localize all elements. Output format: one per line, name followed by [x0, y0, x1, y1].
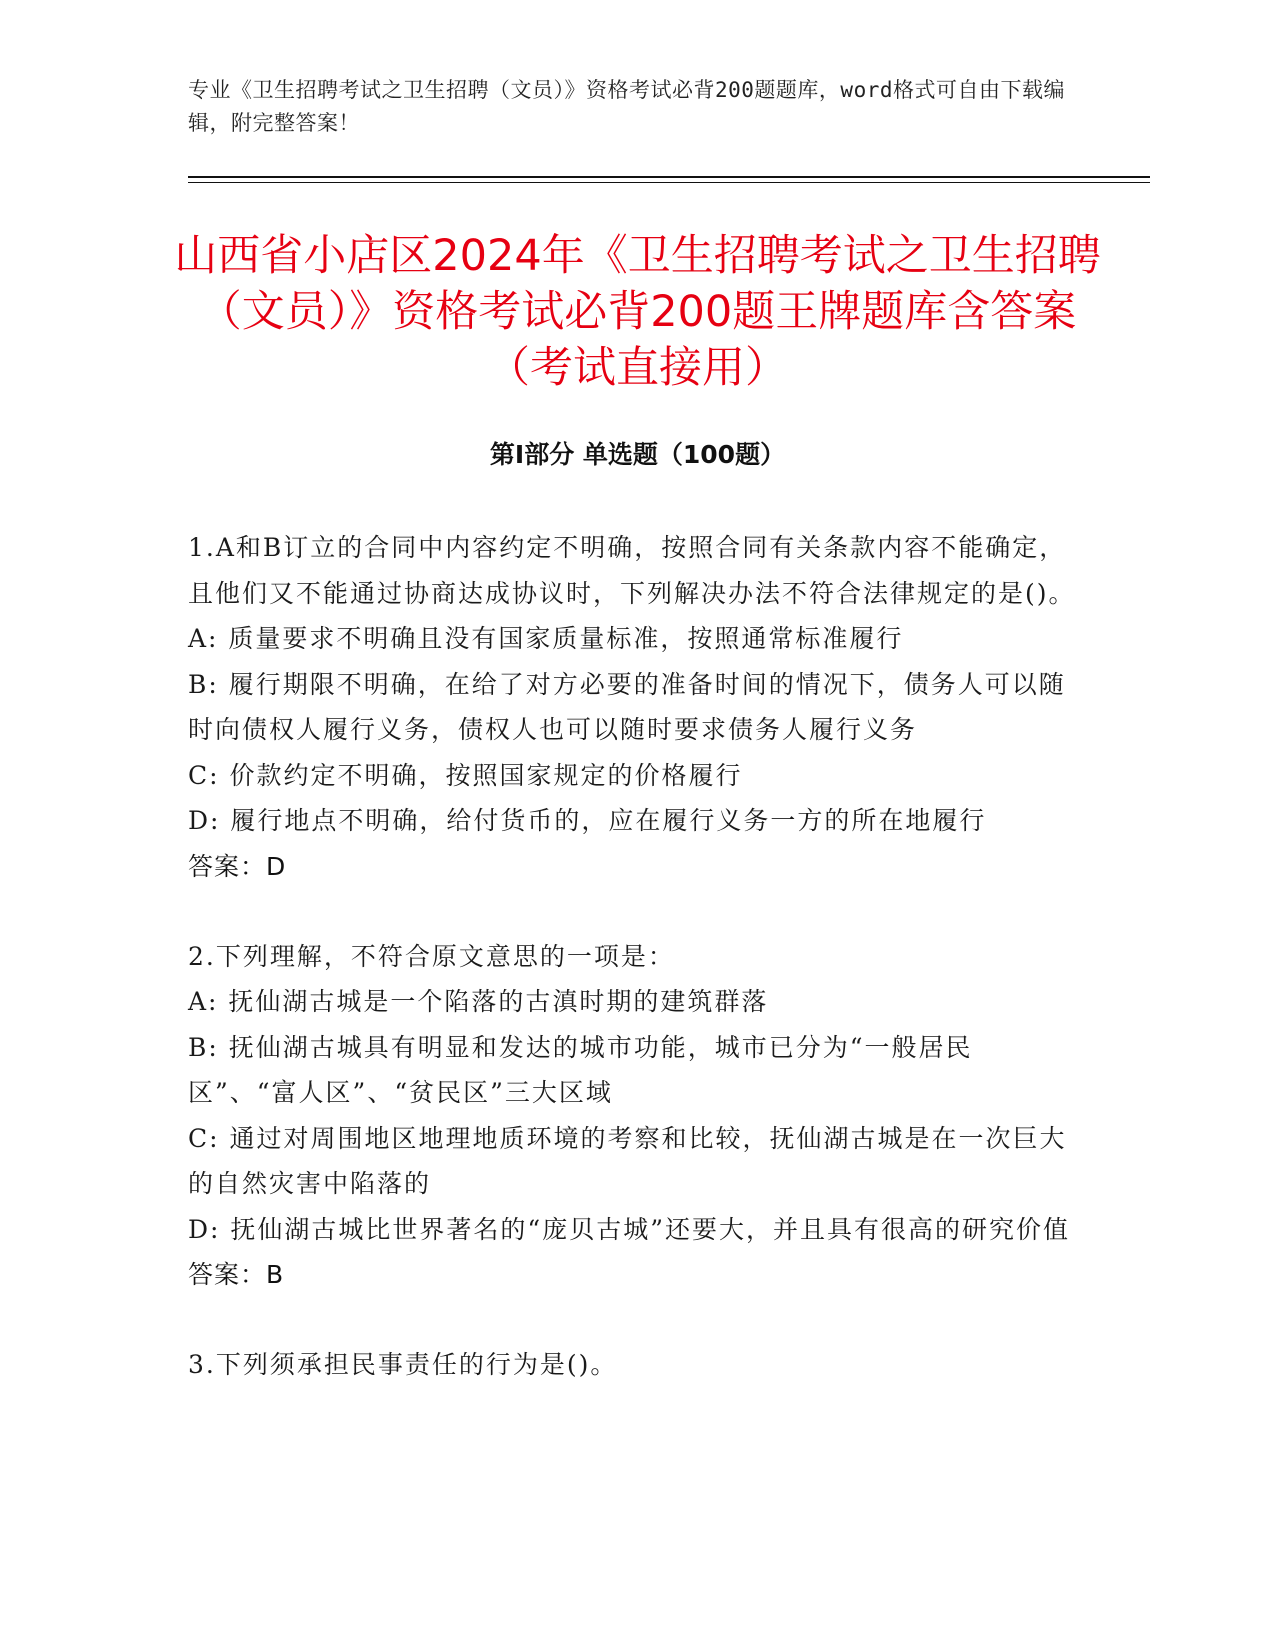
question-3 [188, 1342, 1078, 1388]
header-divider-thin [188, 182, 1150, 183]
option-b: B: 抚仙湖古城具有明显和发达的城市功能，城市已分为“一般居民区”、“富人区”、“贫民区”三大区域 [188, 1032, 973, 1107]
question-list [188, 525, 1078, 1433]
question-2 [188, 934, 1078, 1298]
question-1 [188, 525, 1078, 889]
question-stem: 1.A和B订立的合同中内容约定不明确，按照合同有关条款内容不能确定，且他们又不能通过协商达成协议时，下列解决办法不符合法律规定的是()。 [188, 533, 1076, 608]
header-note: 专业《卫生招聘考试之卫生招聘（文员）》资格考试必背200题题库，word格式可自由下载编辑，附完整答案！ [188, 78, 1065, 135]
option-b: B: 履行期限不明确，在给了对方必要的准备时间的情况下，债务人可以随时向债权人履行义务，债权人也可以随时要求债务人履行义务 [188, 669, 1066, 744]
question-stem: 2.下列理解，不符合原文意思的一项是： [188, 941, 675, 971]
answer: 答案：D [188, 851, 287, 881]
option-c: C: 通过对周围地区地理地质环境的考察和比较，抚仙湖古城是在一次巨大的自然灾害中陷落的 [188, 1123, 1067, 1198]
question-stem: 3.下列须承担民事责任的行为是()。 [188, 1350, 618, 1379]
option-d: D: 抚仙湖古城比世界著名的“庞贝古城”还要大，并且具有很高的研究价值 [188, 1214, 1070, 1244]
header-divider [188, 176, 1150, 178]
answer: 答案：B [188, 1260, 285, 1289]
document-title: 山西省小店区2024年《卫生招聘考试之卫生招聘（文员）》资格考试必背200题王牌题库含答案（考试直接用） [174, 231, 1101, 393]
section-heading: 第Ⅰ部分 单选题（100题） [489, 440, 786, 469]
option-a: A: 质量要求不明确且没有国家质量标准，按照通常标准履行 [188, 624, 904, 653]
option-a: A: 抚仙湖古城是一个陷落的古滇时期的建筑群落 [188, 987, 769, 1016]
option-c: C: 价款约定不明确，按照国家规定的价格履行 [188, 760, 743, 790]
option-d: D: 履行地点不明确，给付货币的，应在履行义务一方的所在地履行 [188, 806, 987, 835]
